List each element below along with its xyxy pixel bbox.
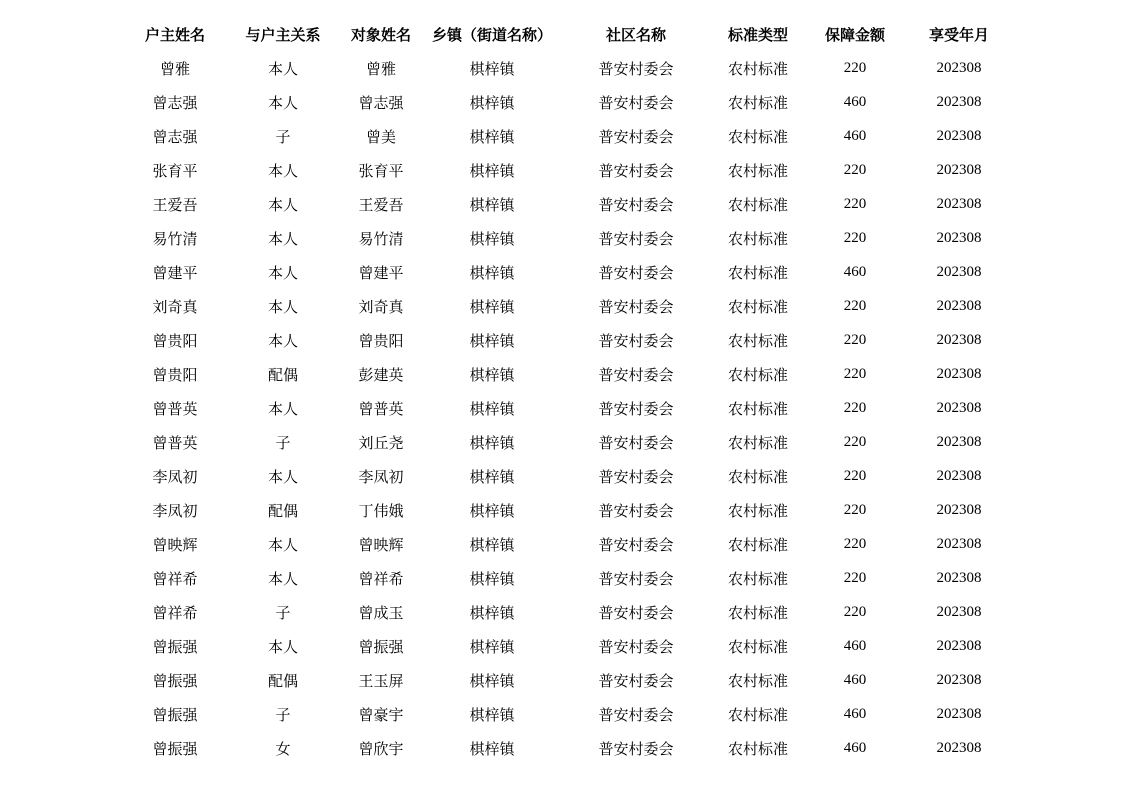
table-row xyxy=(122,731,1012,765)
cell-township: 棋梓镇 xyxy=(469,671,515,690)
cell-relation-to-head: 配偶 xyxy=(267,501,298,520)
table-row xyxy=(122,221,1012,255)
cell-township: 棋梓镇 xyxy=(469,263,515,282)
cell-recipient-name: 王玉屏 xyxy=(358,671,404,690)
cell-community-name: 普安村委会 xyxy=(598,569,674,588)
cell-household-head-name: 曾祥希 xyxy=(152,603,198,622)
cell-household-head-name: 曾振强 xyxy=(152,739,198,758)
cell-relation-to-head: 本人 xyxy=(267,229,298,248)
cell-household-head-name: 曾志强 xyxy=(152,127,198,146)
cell-benefit-amount: 220 xyxy=(843,161,867,178)
header-township: 乡镇（街道名称） xyxy=(431,25,552,44)
cell-benefit-amount: 460 xyxy=(843,93,867,110)
cell-community-name: 普安村委会 xyxy=(598,671,674,690)
cell-community-name: 普安村委会 xyxy=(598,161,674,180)
cell-standard-type: 农村标准 xyxy=(727,399,788,418)
cell-recipient-name: 曾欣宇 xyxy=(358,739,404,758)
cell-benefit-amount: 220 xyxy=(843,535,867,552)
cell-household-head-name: 易竹清 xyxy=(152,229,198,248)
header-household-head-name: 户主姓名 xyxy=(144,25,205,44)
table-row xyxy=(122,323,1012,357)
cell-community-name: 普安村委会 xyxy=(598,535,674,554)
table-row xyxy=(122,357,1012,391)
cell-benefit-month: 202308 xyxy=(936,93,982,110)
table-row xyxy=(122,527,1012,561)
cell-community-name: 普安村委会 xyxy=(598,705,674,724)
table-row xyxy=(122,459,1012,493)
cell-township: 棋梓镇 xyxy=(469,705,515,724)
table-body xyxy=(122,51,1012,765)
cell-relation-to-head: 子 xyxy=(275,433,291,452)
cell-benefit-month: 202308 xyxy=(936,671,982,688)
cell-benefit-month: 202308 xyxy=(936,297,982,314)
cell-standard-type: 农村标准 xyxy=(727,467,788,486)
cell-benefit-month: 202308 xyxy=(936,739,982,756)
cell-benefit-month: 202308 xyxy=(936,59,982,76)
cell-benefit-month: 202308 xyxy=(936,535,982,552)
cell-household-head-name: 张育平 xyxy=(152,161,198,180)
cell-household-head-name: 曾贵阳 xyxy=(152,365,198,384)
cell-benefit-month: 202308 xyxy=(936,229,982,246)
cell-community-name: 普安村委会 xyxy=(598,739,674,758)
cell-township: 棋梓镇 xyxy=(469,93,515,112)
cell-benefit-amount: 220 xyxy=(843,229,867,246)
cell-relation-to-head: 本人 xyxy=(267,59,298,78)
cell-recipient-name: 曾祥希 xyxy=(358,569,404,588)
cell-township: 棋梓镇 xyxy=(469,501,515,520)
cell-benefit-month: 202308 xyxy=(936,467,982,484)
cell-community-name: 普安村委会 xyxy=(598,433,674,452)
cell-recipient-name: 王爱吾 xyxy=(358,195,404,214)
cell-recipient-name: 易竹清 xyxy=(358,229,404,248)
cell-recipient-name: 丁伟娥 xyxy=(358,501,404,520)
table-row xyxy=(122,187,1012,221)
cell-benefit-month: 202308 xyxy=(936,569,982,586)
cell-recipient-name: 曾雅 xyxy=(365,59,396,78)
cell-standard-type: 农村标准 xyxy=(727,59,788,78)
cell-standard-type: 农村标准 xyxy=(727,93,788,112)
header-relation-to-head: 与户主关系 xyxy=(245,25,321,44)
cell-standard-type: 农村标准 xyxy=(727,705,788,724)
cell-benefit-month: 202308 xyxy=(936,637,982,654)
cell-recipient-name: 曾成玉 xyxy=(358,603,404,622)
cell-township: 棋梓镇 xyxy=(469,229,515,248)
cell-household-head-name: 李凤初 xyxy=(152,501,198,520)
cell-benefit-month: 202308 xyxy=(936,161,982,178)
cell-relation-to-head: 本人 xyxy=(267,93,298,112)
cell-benefit-month: 202308 xyxy=(936,501,982,518)
cell-benefit-amount: 220 xyxy=(843,569,867,586)
cell-benefit-amount: 460 xyxy=(843,671,867,688)
cell-standard-type: 农村标准 xyxy=(727,365,788,384)
cell-standard-type: 农村标准 xyxy=(727,263,788,282)
cell-community-name: 普安村委会 xyxy=(598,603,674,622)
cell-benefit-amount: 460 xyxy=(843,263,867,280)
table-row xyxy=(122,595,1012,629)
cell-community-name: 普安村委会 xyxy=(598,331,674,350)
cell-relation-to-head: 子 xyxy=(275,603,291,622)
cell-household-head-name: 曾建平 xyxy=(152,263,198,282)
cell-benefit-amount: 460 xyxy=(843,739,867,756)
cell-relation-to-head: 本人 xyxy=(267,263,298,282)
cell-relation-to-head: 本人 xyxy=(267,195,298,214)
cell-recipient-name: 曾普英 xyxy=(358,399,404,418)
cell-township: 棋梓镇 xyxy=(469,365,515,384)
cell-community-name: 普安村委会 xyxy=(598,229,674,248)
header-benefit-month: 享受年月 xyxy=(928,25,989,44)
cell-recipient-name: 曾志强 xyxy=(358,93,404,112)
cell-recipient-name: 彭建英 xyxy=(358,365,404,384)
table-row xyxy=(122,697,1012,731)
cell-benefit-month: 202308 xyxy=(936,365,982,382)
cell-benefit-month: 202308 xyxy=(936,331,982,348)
cell-relation-to-head: 本人 xyxy=(267,535,298,554)
cell-recipient-name: 曾建平 xyxy=(358,263,404,282)
cell-township: 棋梓镇 xyxy=(469,739,515,758)
cell-benefit-amount: 220 xyxy=(843,501,867,518)
cell-relation-to-head: 本人 xyxy=(267,637,298,656)
cell-benefit-amount: 220 xyxy=(843,297,867,314)
cell-standard-type: 农村标准 xyxy=(727,433,788,452)
cell-community-name: 普安村委会 xyxy=(598,501,674,520)
table-row xyxy=(122,51,1012,85)
cell-recipient-name: 李凤初 xyxy=(358,467,404,486)
cell-relation-to-head: 子 xyxy=(275,127,291,146)
cell-household-head-name: 曾普英 xyxy=(152,433,198,452)
cell-standard-type: 农村标准 xyxy=(727,331,788,350)
header-benefit-amount: 保障金额 xyxy=(824,25,885,44)
table-row xyxy=(122,493,1012,527)
cell-relation-to-head: 配偶 xyxy=(267,671,298,690)
cell-benefit-amount: 220 xyxy=(843,331,867,348)
benefit-roster-table xyxy=(122,17,1012,765)
table-row xyxy=(122,153,1012,187)
cell-community-name: 普安村委会 xyxy=(598,59,674,78)
cell-benefit-amount: 220 xyxy=(843,365,867,382)
header-community-name: 社区名称 xyxy=(605,25,666,44)
table-row xyxy=(122,119,1012,153)
cell-community-name: 普安村委会 xyxy=(598,195,674,214)
cell-household-head-name: 曾普英 xyxy=(152,399,198,418)
cell-township: 棋梓镇 xyxy=(469,535,515,554)
cell-household-head-name: 曾祥希 xyxy=(152,569,198,588)
cell-benefit-amount: 460 xyxy=(843,637,867,654)
cell-standard-type: 农村标准 xyxy=(727,637,788,656)
cell-community-name: 普安村委会 xyxy=(598,365,674,384)
cell-township: 棋梓镇 xyxy=(469,297,515,316)
cell-community-name: 普安村委会 xyxy=(598,297,674,316)
cell-benefit-amount: 460 xyxy=(843,127,867,144)
cell-benefit-amount: 220 xyxy=(843,399,867,416)
cell-recipient-name: 张育平 xyxy=(358,161,404,180)
cell-relation-to-head: 配偶 xyxy=(267,365,298,384)
cell-relation-to-head: 本人 xyxy=(267,399,298,418)
cell-community-name: 普安村委会 xyxy=(598,399,674,418)
cell-standard-type: 农村标准 xyxy=(727,161,788,180)
table-row xyxy=(122,561,1012,595)
cell-relation-to-head: 本人 xyxy=(267,297,298,316)
cell-benefit-month: 202308 xyxy=(936,195,982,212)
table-row xyxy=(122,425,1012,459)
cell-benefit-amount: 220 xyxy=(843,195,867,212)
cell-standard-type: 农村标准 xyxy=(727,195,788,214)
cell-recipient-name: 曾豪宇 xyxy=(358,705,404,724)
cell-standard-type: 农村标准 xyxy=(727,535,788,554)
cell-township: 棋梓镇 xyxy=(469,467,515,486)
cell-standard-type: 农村标准 xyxy=(727,297,788,316)
cell-relation-to-head: 本人 xyxy=(267,569,298,588)
table-row xyxy=(122,663,1012,697)
cell-household-head-name: 曾振强 xyxy=(152,705,198,724)
cell-township: 棋梓镇 xyxy=(469,433,515,452)
cell-township: 棋梓镇 xyxy=(469,331,515,350)
table-header-row xyxy=(122,17,1012,51)
cell-relation-to-head: 本人 xyxy=(267,467,298,486)
cell-relation-to-head: 本人 xyxy=(267,331,298,350)
cell-relation-to-head: 子 xyxy=(275,705,291,724)
cell-recipient-name: 曾映辉 xyxy=(358,535,404,554)
table-row xyxy=(122,85,1012,119)
cell-household-head-name: 曾振强 xyxy=(152,671,198,690)
cell-community-name: 普安村委会 xyxy=(598,127,674,146)
cell-household-head-name: 曾雅 xyxy=(159,59,190,78)
header-standard-type: 标准类型 xyxy=(727,25,788,44)
table-row xyxy=(122,391,1012,425)
cell-recipient-name: 曾贵阳 xyxy=(358,331,404,350)
cell-standard-type: 农村标准 xyxy=(727,569,788,588)
cell-township: 棋梓镇 xyxy=(469,127,515,146)
cell-standard-type: 农村标准 xyxy=(727,739,788,758)
cell-standard-type: 农村标准 xyxy=(727,229,788,248)
cell-township: 棋梓镇 xyxy=(469,637,515,656)
cell-benefit-amount: 460 xyxy=(843,705,867,722)
cell-household-head-name: 刘奇真 xyxy=(152,297,198,316)
cell-township: 棋梓镇 xyxy=(469,399,515,418)
cell-benefit-month: 202308 xyxy=(936,263,982,280)
table-row xyxy=(122,629,1012,663)
table-row xyxy=(122,289,1012,323)
cell-benefit-amount: 220 xyxy=(843,467,867,484)
cell-relation-to-head: 本人 xyxy=(267,161,298,180)
cell-recipient-name: 刘丘尧 xyxy=(358,433,404,452)
cell-community-name: 普安村委会 xyxy=(598,637,674,656)
cell-benefit-month: 202308 xyxy=(936,399,982,416)
cell-standard-type: 农村标准 xyxy=(727,603,788,622)
cell-community-name: 普安村委会 xyxy=(598,93,674,112)
cell-benefit-amount: 220 xyxy=(843,433,867,450)
cell-recipient-name: 刘奇真 xyxy=(358,297,404,316)
cell-benefit-month: 202308 xyxy=(936,705,982,722)
cell-benefit-month: 202308 xyxy=(936,127,982,144)
cell-community-name: 普安村委会 xyxy=(598,263,674,282)
cell-household-head-name: 王爱吾 xyxy=(152,195,198,214)
cell-household-head-name: 曾映辉 xyxy=(152,535,198,554)
cell-standard-type: 农村标准 xyxy=(727,501,788,520)
cell-township: 棋梓镇 xyxy=(469,59,515,78)
header-recipient-name: 对象姓名 xyxy=(350,25,411,44)
cell-relation-to-head: 女 xyxy=(275,739,291,758)
cell-township: 棋梓镇 xyxy=(469,161,515,180)
cell-benefit-amount: 220 xyxy=(843,603,867,620)
cell-township: 棋梓镇 xyxy=(469,603,515,622)
cell-township: 棋梓镇 xyxy=(469,569,515,588)
cell-household-head-name: 李凤初 xyxy=(152,467,198,486)
cell-household-head-name: 曾贵阳 xyxy=(152,331,198,350)
cell-benefit-month: 202308 xyxy=(936,433,982,450)
cell-recipient-name: 曾振强 xyxy=(358,637,404,656)
cell-household-head-name: 曾振强 xyxy=(152,637,198,656)
cell-community-name: 普安村委会 xyxy=(598,467,674,486)
cell-standard-type: 农村标准 xyxy=(727,127,788,146)
cell-standard-type: 农村标准 xyxy=(727,671,788,690)
cell-household-head-name: 曾志强 xyxy=(152,93,198,112)
cell-benefit-month: 202308 xyxy=(936,603,982,620)
table-row xyxy=(122,255,1012,289)
cell-benefit-amount: 220 xyxy=(843,59,867,76)
cell-recipient-name: 曾美 xyxy=(365,127,396,146)
cell-township: 棋梓镇 xyxy=(469,195,515,214)
